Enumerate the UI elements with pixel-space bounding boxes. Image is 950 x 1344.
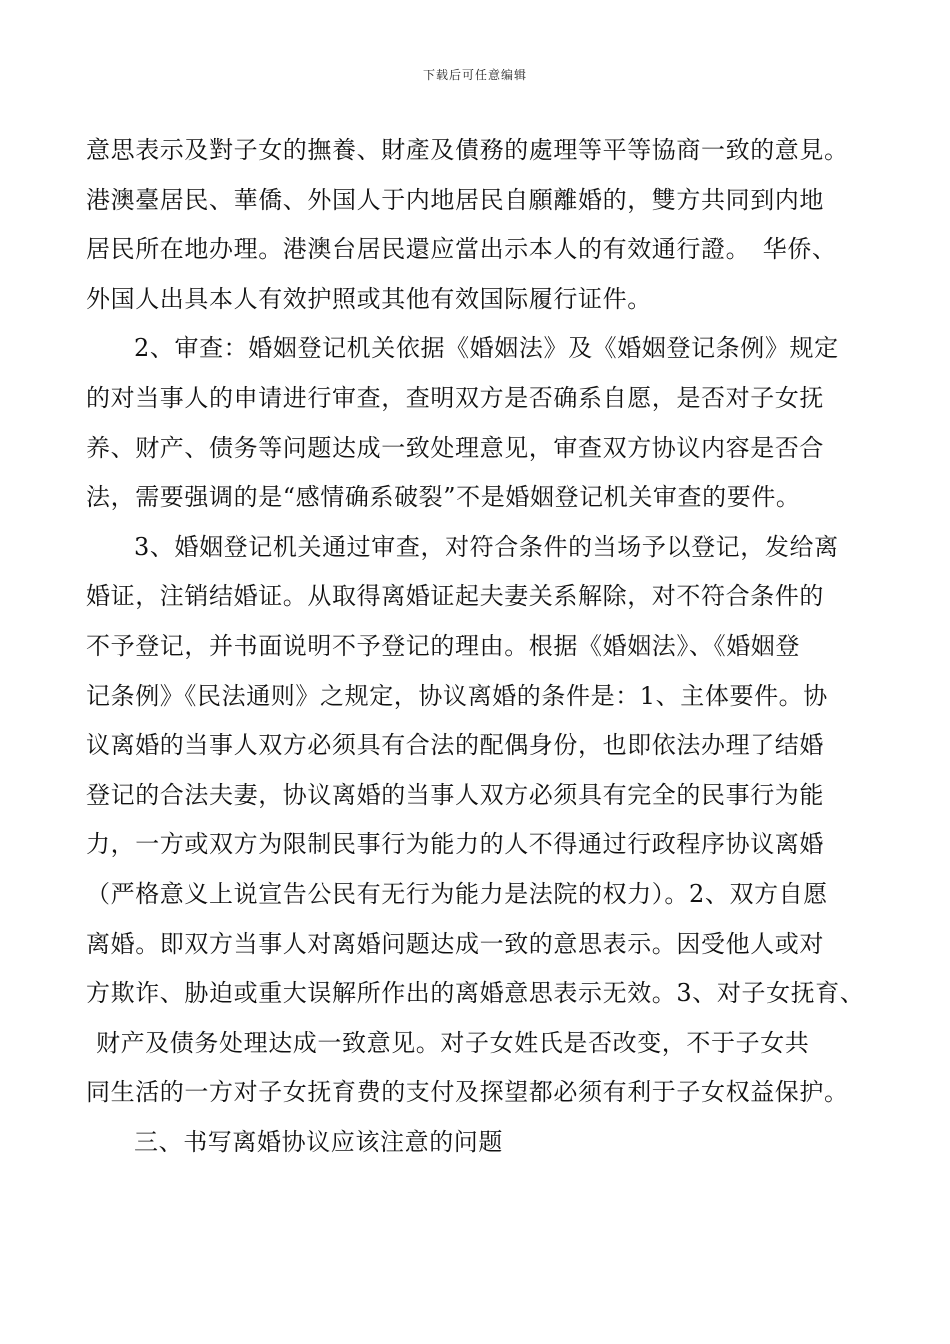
text-line: （严格意义上说宣告公民有无行为能力是法院的权力）。2、双方自愿 [86,879,828,908]
text-line: 的对当事人的申请进行审查，查明双方是否确系自愿，是否对子女抚 [86,383,824,412]
text-line: 力，一方或双方为限制民事行为能力的人不得通过行政程序协议离婚 [86,830,824,859]
text-line: 不予登记，并书面说明不予登记的理由。根据《婚姻法》、《婚姻登 [86,631,800,660]
page-header: 下载后可任意编辑 [422,68,527,82]
text-line: 离婚。即双方当事人对离婚问题达成一致的意思表示。因受他人或对 [86,929,824,958]
text-line: 方欺诈、胁迫或重大误解所作出的离婚意思表示无效。3、对子女抚育、 [86,979,865,1008]
text-line: 外国人出具本人有效护照或其他有效国际履行证件。 [86,284,652,313]
text-line: 记条例》《民法通则》之规定，协议离婚的条件是：1、主体要件。协 [86,681,828,710]
text-line: 同生活的一方对子女抚育费的支付及探望都必须有利于子女权益保护。 [86,1078,849,1107]
text-line: 居民所在地办理。港澳台居民還应當出示本人的有效通行證。 华侨、 [86,235,837,264]
text-line: 养、财产、债务等问题达成一致处理意见，审查双方协议内容是否合 [86,433,824,462]
text-line: 财产及债务处理达成一致意见。对子女姓氏是否改变，不于子女共 [96,1028,810,1057]
text-line: 婚证，注销结婚证。从取得离婚证起夫妻关系解除，对不符合条件的 [86,582,824,611]
paragraph-start-line: 2、审查：婚姻登记机关依据《婚姻法》及《婚姻登记条例》规定 [134,334,839,363]
text-line: 港澳臺居民、華僑、外国人于内地居民自願離婚的，雙方共同到内地 [86,185,824,214]
text-line: 登记的合法夫妻，协议离婚的当事人双方必须具有完全的民事行为能 [86,780,824,809]
section-heading: 三、书写离婚协议应该注意的问题 [134,1127,503,1156]
text-line: 议离婚的当事人双方必须具有合法的配偶身份，也即依法办理了结婚 [86,731,824,760]
document-body [86,126,876,1167]
text-line: 法，需要强调的是“感情确系破裂”不是婚姻登记机关审查的要件。 [86,483,801,512]
paragraph-start-line: 3、婚姻登记机关通过审查，对符合条件的当场予以登记，发给离 [134,532,839,561]
text-line: 意思表示及對子女的撫養、財產及債務的處理等平等協商一致的意見。 [86,136,849,164]
